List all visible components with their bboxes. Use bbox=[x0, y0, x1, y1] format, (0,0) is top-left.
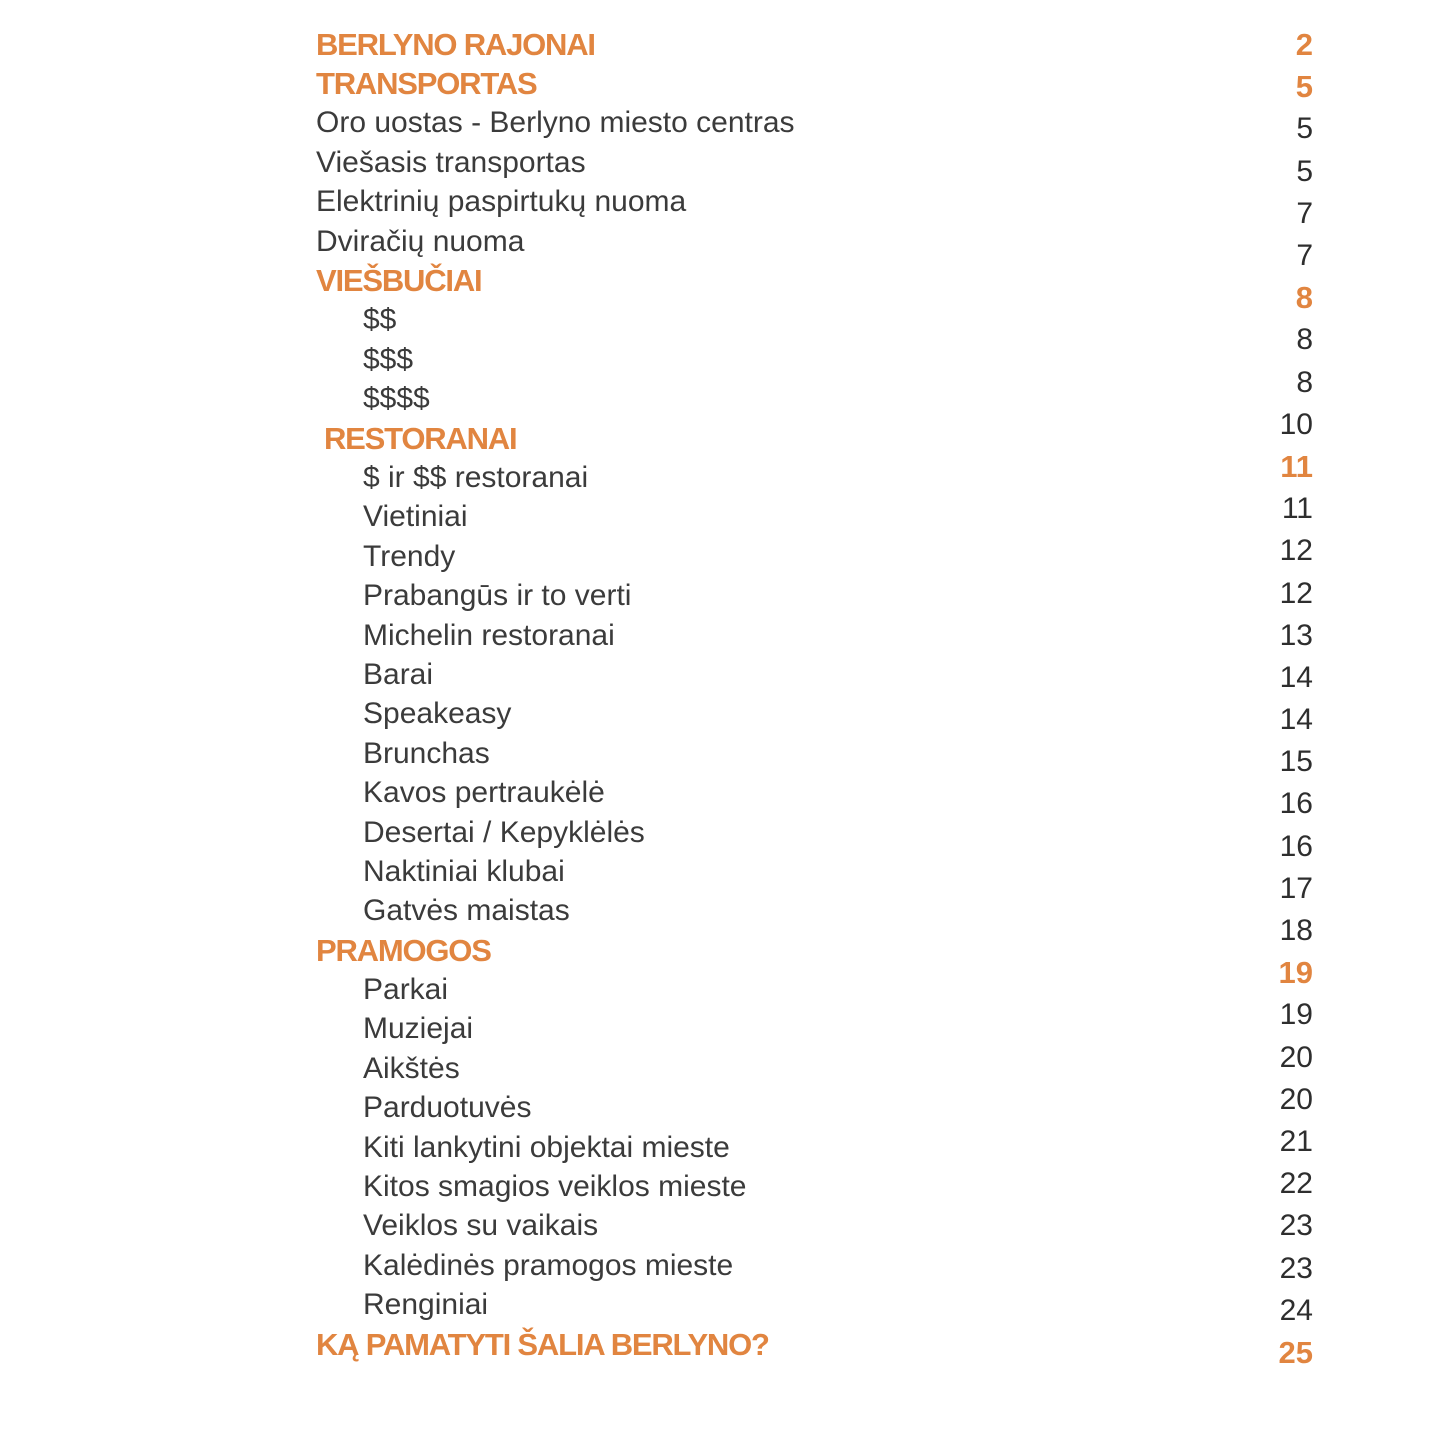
toc-section-heading: KĄ PAMATYTI ŠALIA BERLYNO? bbox=[316, 1326, 769, 1362]
toc-item: $$$$ bbox=[363, 382, 430, 416]
toc-page-number: 15 bbox=[1279, 745, 1313, 779]
toc-section-page-number: 5 bbox=[1295, 69, 1313, 105]
toc-section-heading: VIEŠBUČIAI bbox=[316, 263, 482, 299]
toc-item: Parduotuvės bbox=[363, 1091, 532, 1125]
toc-item: Barai bbox=[363, 657, 434, 691]
toc-item: $$ bbox=[363, 303, 397, 337]
toc-page-number: 24 bbox=[1279, 1293, 1313, 1327]
toc-item: Muziejai bbox=[363, 1012, 474, 1046]
toc-item: Prabangūs ir to verti bbox=[363, 579, 632, 613]
toc-item: Desertai / Kepyklėlės bbox=[363, 815, 645, 849]
toc-item: Elektrinių paspirtukų nuoma bbox=[316, 185, 687, 219]
toc-item: Aikštės bbox=[363, 1051, 460, 1085]
toc-items-column bbox=[316, 25, 795, 1364]
toc-item: Oro uostas - Berlyno miesto centras bbox=[316, 106, 795, 140]
toc-item: Speakeasy bbox=[363, 697, 512, 731]
toc-page-number: 19 bbox=[1279, 998, 1313, 1032]
toc-item: Veiklos su vaikais bbox=[363, 1209, 599, 1243]
toc-item: Brunchas bbox=[363, 736, 490, 770]
toc-page-number: 16 bbox=[1279, 829, 1313, 863]
toc-section-heading: TRANSPORTAS bbox=[316, 66, 537, 102]
toc-item: Michelin restoranai bbox=[363, 618, 615, 652]
toc-section-page-number: 19 bbox=[1278, 955, 1313, 991]
toc-page-number: 23 bbox=[1279, 1209, 1313, 1243]
toc-page-number: 5 bbox=[1296, 154, 1313, 188]
toc-section-heading: RESTORANAI bbox=[324, 420, 517, 456]
toc-page-number: 8 bbox=[1296, 365, 1313, 399]
toc-item: $$$ bbox=[363, 342, 414, 376]
toc-item: $ ir $$ restoranai bbox=[363, 460, 589, 494]
toc-item: Kitos smagios veiklos mieste bbox=[363, 1170, 747, 1204]
toc-item: Renginiai bbox=[363, 1288, 489, 1322]
toc-item: Dviračių nuoma bbox=[316, 224, 525, 258]
toc-page-number: 13 bbox=[1279, 618, 1313, 652]
toc-page-numbers-column bbox=[1140, 24, 1313, 1374]
toc-page-number: 18 bbox=[1279, 914, 1313, 948]
toc-page-number: 16 bbox=[1279, 787, 1313, 821]
toc-section-heading: BERLYNO RAJONAI bbox=[316, 26, 595, 62]
toc-page-number: 11 bbox=[1281, 492, 1313, 526]
toc-section-page-number: 8 bbox=[1295, 280, 1313, 316]
toc-page-number: 5 bbox=[1296, 112, 1313, 146]
toc-page-number: 12 bbox=[1279, 576, 1313, 610]
toc-page-number: 8 bbox=[1296, 323, 1313, 357]
toc-item: Naktiniai klubai bbox=[363, 854, 565, 888]
toc-section-heading: PRAMOGOS bbox=[316, 932, 491, 968]
toc-section-page-number: 25 bbox=[1278, 1334, 1313, 1370]
toc-section-page-number: 2 bbox=[1295, 27, 1313, 63]
toc-section-page-number: 11 bbox=[1280, 448, 1313, 484]
toc-page-number: 7 bbox=[1296, 239, 1313, 273]
toc-page-number: 17 bbox=[1279, 871, 1313, 905]
toc-page-number: 23 bbox=[1279, 1251, 1313, 1285]
toc-item: Vietiniai bbox=[363, 500, 468, 534]
toc-page-number: 14 bbox=[1279, 660, 1313, 694]
toc-page-number: 20 bbox=[1279, 1040, 1313, 1074]
toc-item: Kiti lankytini objektai mieste bbox=[363, 1130, 730, 1164]
toc-page-number: 21 bbox=[1279, 1124, 1313, 1158]
toc-page-number: 12 bbox=[1279, 534, 1313, 568]
toc-page-number: 7 bbox=[1296, 196, 1313, 230]
toc-item: Gatvės maistas bbox=[363, 894, 570, 928]
toc-item: Kalėdinės pramogos mieste bbox=[363, 1248, 734, 1282]
toc-item: Kavos pertraukėlė bbox=[363, 776, 605, 810]
toc-page-number: 14 bbox=[1279, 703, 1313, 737]
toc-page-number: 20 bbox=[1279, 1082, 1313, 1116]
toc-item: Trendy bbox=[363, 539, 456, 573]
toc-item: Viešasis transportas bbox=[316, 145, 586, 179]
toc-page-number: 22 bbox=[1279, 1167, 1313, 1201]
toc-page-number: 10 bbox=[1279, 407, 1313, 441]
toc-item: Parkai bbox=[363, 973, 449, 1007]
